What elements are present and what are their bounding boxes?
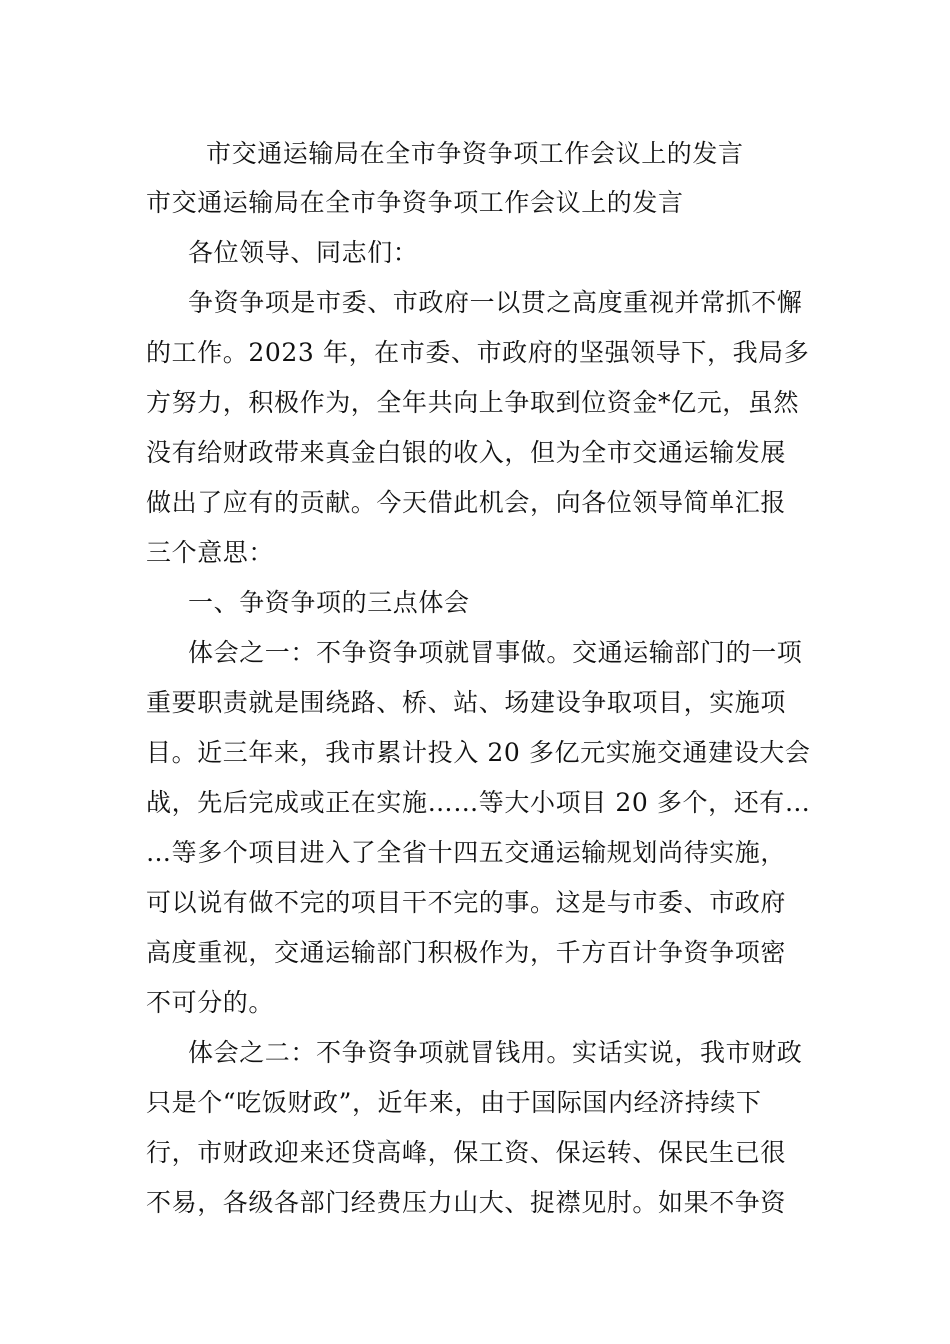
- body-line: 战，先后完成或正在实施……等大小项目 20 多个，还有…: [146, 788, 811, 817]
- body-line: 行，市财政迎来还贷高峰，保工资、保运转、保民生已很: [146, 1138, 787, 1167]
- body-line: 高度重视，交通运输部门积极作为，千方百计争资争项密: [146, 938, 787, 967]
- body-line: 体会之一：不争资争项就冒事做。交通运输部门的一项: [188, 638, 803, 667]
- body-line: 只是个“吃饭财政”，近年来，由于国际国内经济持续下: [146, 1088, 762, 1117]
- body-line: 方努力，积极作为，全年共向上争取到位资金*亿元，虽然: [146, 388, 800, 417]
- salutation: 各位领导、同志们：: [188, 238, 419, 267]
- body-line: 三个意思：: [146, 538, 275, 567]
- document-subtitle: 市交通运输局在全市争资争项工作会议上的发言: [146, 188, 684, 217]
- body-line: 不易，各级各部门经费压力山大、捉襟见肘。如果不争资: [146, 1188, 787, 1217]
- body-line: 的工作。2023 年，在市委、市政府的坚强领导下，我局多: [146, 338, 810, 367]
- body-line: 目。近三年来，我市累计投入 20 多亿元实施交通建设大会: [146, 738, 811, 767]
- body-line: 没有给财政带来真金白银的收入，但为全市交通运输发展: [146, 438, 787, 467]
- body-line: 可以说有做不完的项目干不完的事。这是与市委、市政府: [146, 888, 787, 917]
- body-line: 体会之二：不争资争项就冒钱用。实话实说，我市财政: [188, 1038, 803, 1067]
- body-line: 争资争项是市委、市政府一以贯之高度重视并常抓不懈: [188, 288, 803, 317]
- section-heading: 一、争资争项的三点体会: [188, 588, 470, 617]
- body-line: 做出了应有的贡献。今天借此机会，向各位领导简单汇报: [146, 488, 787, 517]
- body-line: 重要职责就是围绕路、桥、站、场建设争取项目，实施项: [146, 688, 787, 717]
- body-line: 不可分的。: [146, 988, 275, 1017]
- body-line: …等多个项目进入了全省十四五交通运输规划尚待实施，: [146, 838, 787, 867]
- document-title: 市交通运输局在全市争资争项工作会议上的发言: [206, 139, 744, 168]
